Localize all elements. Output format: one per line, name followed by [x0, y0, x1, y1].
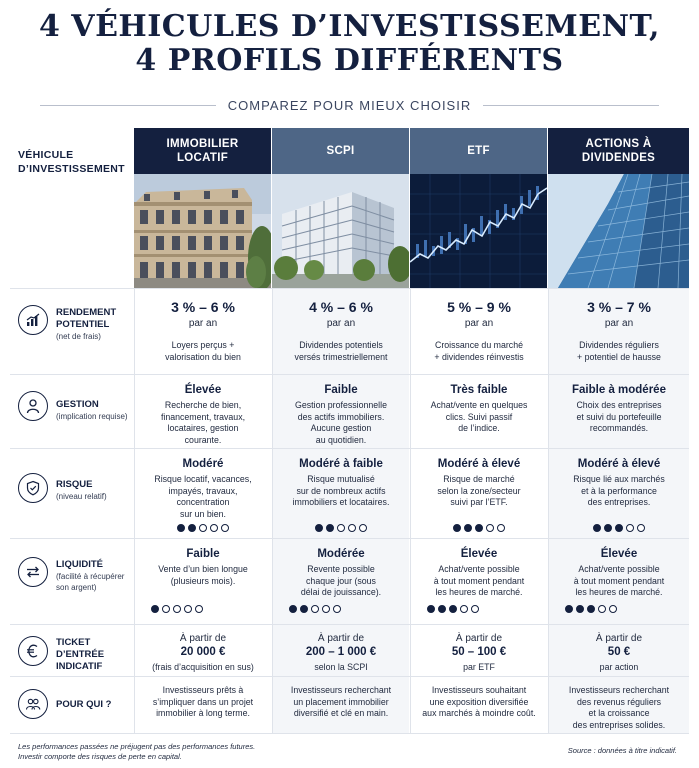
header-label: [10, 128, 134, 288]
level-dot-empty: [199, 524, 207, 532]
level-dot-empty: [609, 605, 617, 613]
level-dot-empty: [486, 524, 494, 532]
level-dot-filled: [593, 524, 601, 532]
cell-ticket-actions: À partir de 50 € par action: [548, 625, 689, 676]
level-dot-empty: [637, 524, 645, 532]
level-dot-filled: [464, 524, 472, 532]
row-label-ticket: TICKET D’ENTRÉE INDICATIF: [56, 637, 105, 672]
cell-pourqui-actions: Investisseurs recherchant des revenus réguliers et la croissance des entreprises solides.: [548, 677, 689, 733]
disclaimer: Les performances passées ne préjugent pas des performances futures. Investir comporte des risques de perte en capital.: [18, 742, 256, 761]
cell-gestion-immobilier: Élevée Recherche de bien, financement, travaux, locataires, gestion courante.: [134, 375, 271, 448]
level-dot-filled: [587, 605, 595, 613]
cell-pourqui-etf: Investisseurs souhaitant une exposition diversifiée aux marchés à moindre coût.: [410, 677, 547, 733]
cell-pourqui-immobilier: Investisseurs prêts à s’impliquer dans un projet immobilier à long terme.: [134, 677, 271, 733]
euro-icon: [18, 636, 48, 666]
page-title: [0, 10, 699, 78]
row-note-liquidite: (facilité à récupérer son argent): [56, 572, 125, 592]
level-dot-filled: [438, 605, 446, 613]
cell-rendement-scpi: 4 % – 6 % par an Dividendes potentiels versés trimestriellement: [272, 289, 409, 374]
liquidity-level-dots: [273, 605, 409, 613]
cell-liquidite-scpi: Modérée Revente possible chaque jour (sous délai de jouissance).: [272, 539, 409, 624]
market-chart-image: [410, 174, 547, 288]
row-risque: [10, 448, 689, 538]
person-icon: [18, 391, 48, 421]
row-label-liquidite: LIQUIDITÉ: [56, 559, 103, 570]
cell-rendement-actions: 3 % – 7 % par an Dividendes réguliers + potentiel de hausse: [548, 289, 689, 374]
row-pourqui: [10, 676, 689, 734]
cell-ticket-scpi: À partir de 200 – 1 000 € selon la SCPI: [272, 625, 409, 676]
column-header-immobilier: IMMOBILIER LOCATIF: [134, 128, 271, 174]
level-dot-empty: [184, 605, 192, 613]
risk-level-dots: [273, 524, 409, 532]
level-dot-filled: [151, 605, 159, 613]
level-dot-filled: [475, 524, 483, 532]
column-etf: [410, 128, 547, 288]
level-dot-filled: [615, 524, 623, 532]
cell-rendement-etf: 5 % – 9 % par an Croissance du marché + dividendes réinvestis: [410, 289, 547, 374]
cell-ticket-immobilier: À partir de 20 000 € (frais d’acquisition en sus): [134, 625, 271, 676]
row-note-risque: (niveau relatif): [56, 492, 107, 501]
cell-pourqui-scpi: Investisseurs recherchant un placement immobilier diversifié et clé en main.: [272, 677, 409, 733]
level-dot-filled: [427, 605, 435, 613]
level-dot-filled: [449, 605, 457, 613]
row-ticket: [10, 624, 689, 676]
liquidity-level-dots: [135, 605, 271, 613]
cell-liquidite-etf: Élevée Achat/vente possible à tout moment pendant les heures de marché.: [410, 539, 547, 624]
source-note: Source : données à titre indicatif.: [567, 746, 677, 755]
title-line-1: 4 VÉHICULES D’INVESTISSEMENT,: [38, 9, 661, 44]
subtitle: COMPAREZ POUR MIEUX CHOISIR: [227, 97, 472, 113]
level-dot-empty: [359, 524, 367, 532]
level-dot-empty: [322, 605, 330, 613]
building-image-offices: [272, 174, 409, 288]
column-immobilier: [134, 128, 271, 288]
level-dot-empty: [210, 524, 218, 532]
cell-rendement-immobilier: 3 % – 6 % par an Loyers perçus + valorisation du bien: [134, 289, 271, 374]
column-header-etf: ETF: [410, 128, 547, 174]
level-dot-empty: [348, 524, 356, 532]
level-dot-empty: [598, 605, 606, 613]
level-dot-filled: [604, 524, 612, 532]
header-label-line2: D’INVESTISSEMENT: [18, 163, 125, 175]
building-image-haussmann: [134, 174, 271, 288]
liquidity-level-dots: [411, 605, 547, 613]
shield-icon: [18, 473, 48, 503]
skyscraper-image: [548, 174, 689, 288]
risk-level-dots: [549, 524, 689, 532]
header-label-line1: VÉHICULE: [18, 149, 74, 161]
liquidity-level-dots: [549, 605, 689, 613]
cell-ticket-etf: À partir de 50 – 100 € par ETF: [410, 625, 547, 676]
row-label-pourqui: POUR QUI ?: [56, 699, 112, 710]
row-gestion: [10, 374, 689, 448]
column-scpi: [272, 128, 409, 288]
cell-risque-actions: Modéré à élevé Risque lié aux marchés et à la performance des entreprises.: [548, 449, 689, 538]
row-rendement: [10, 288, 689, 374]
row-note-gestion: (implication requise): [56, 412, 128, 421]
level-dot-empty: [333, 605, 341, 613]
column-header-actions: ACTIONS À DIVIDENDES: [548, 128, 689, 174]
people-icon: [18, 689, 48, 719]
level-dot-empty: [221, 524, 229, 532]
cell-liquidite-immobilier: Faible Vente d’un bien longue (plusieurs mois).: [134, 539, 271, 624]
row-note-rendement: (net de frais): [56, 332, 101, 341]
row-label-rendement: RENDEMENT POTENTIEL: [56, 307, 117, 330]
level-dot-empty: [162, 605, 170, 613]
column-header-scpi: SCPI: [272, 128, 409, 174]
level-dot-filled: [289, 605, 297, 613]
level-dot-empty: [497, 524, 505, 532]
level-dot-empty: [471, 605, 479, 613]
level-dot-empty: [337, 524, 345, 532]
cell-risque-etf: Modéré à élevé Risque de marché selon la zone/secteur suivi par l’ETF.: [410, 449, 547, 538]
level-dot-filled: [315, 524, 323, 532]
subtitle-row: [40, 96, 659, 114]
level-dot-empty: [195, 605, 203, 613]
cell-risque-scpi: Modéré à faible Risque mutualisé sur de nombreux actifs immobiliers et locataires.: [272, 449, 409, 538]
cell-gestion-etf: Très faible Achat/vente en quelques clics. Suivi passif de l’indice.: [410, 375, 547, 448]
level-dot-filled: [188, 524, 196, 532]
level-dot-empty: [626, 524, 634, 532]
arrows-icon: [18, 557, 48, 587]
cell-gestion-scpi: Faible Gestion professionnelle des actifs immobiliers. Aucune gestion au quotidien.: [272, 375, 409, 448]
title-line-2: 4 PROFILS DIFFÉRENTS: [135, 43, 564, 78]
divider: [483, 105, 659, 106]
level-dot-filled: [300, 605, 308, 613]
row-label-risque: RISQUE: [56, 479, 93, 490]
cell-gestion-actions: Faible à modérée Choix des entreprises et suivi du portefeuille recommandés.: [548, 375, 689, 448]
level-dot-empty: [460, 605, 468, 613]
divider: [40, 105, 216, 106]
level-dot-filled: [326, 524, 334, 532]
level-dot-filled: [565, 605, 573, 613]
row-liquidite: [10, 538, 689, 624]
row-label-gestion: GESTION: [56, 399, 99, 410]
cell-risque-immobilier: Modéré Risque locatif, vacances, impayés, travaux, concentration sur un bien.: [134, 449, 271, 538]
risk-level-dots: [135, 524, 271, 532]
cell-liquidite-actions: Élevée Achat/vente possible à tout moment pendant les heures de marché.: [548, 539, 689, 624]
column-actions: [548, 128, 689, 288]
level-dot-empty: [173, 605, 181, 613]
risk-level-dots: [411, 524, 547, 532]
level-dot-filled: [576, 605, 584, 613]
level-dot-filled: [453, 524, 461, 532]
chart-icon: [18, 305, 48, 335]
level-dot-filled: [177, 524, 185, 532]
level-dot-empty: [311, 605, 319, 613]
